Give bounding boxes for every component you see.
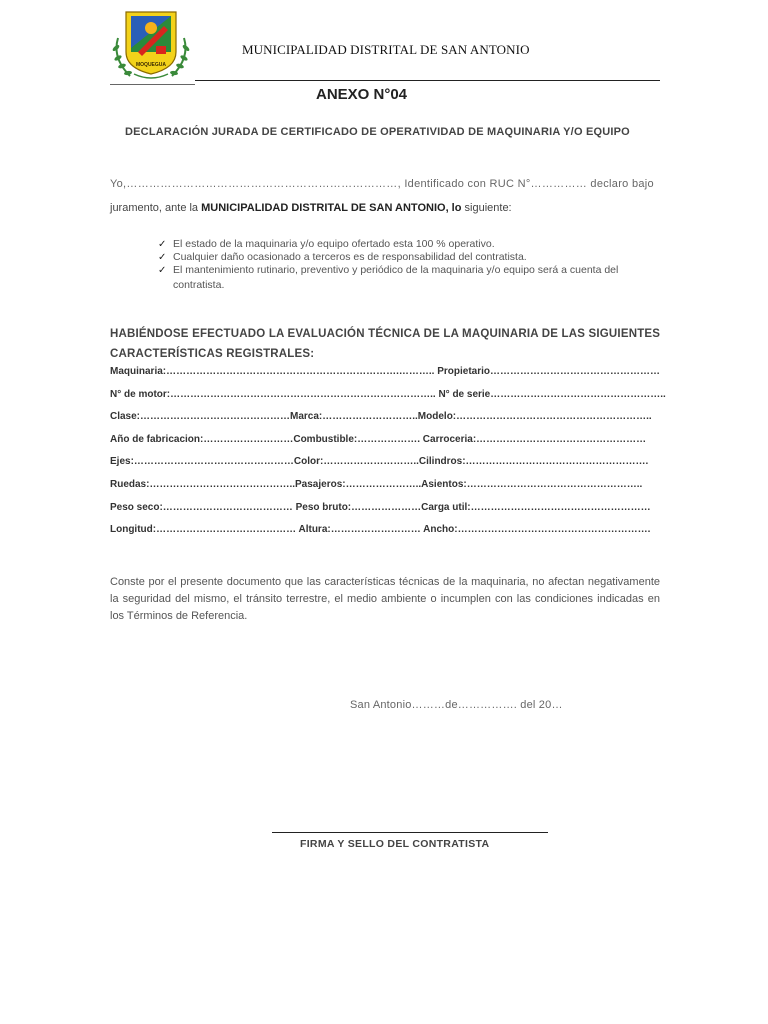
intro-line-2-bold: MUNICIPALIDAD DISTRITAL DE SAN ANTONIO, lo: [201, 202, 462, 214]
signature-line[interactable]: [272, 832, 548, 833]
checkmark-icon: ✓: [158, 265, 167, 276]
bullet-continuation: contratista.: [173, 279, 225, 291]
evaluation-heading: [110, 324, 670, 364]
bullet-item: [158, 264, 658, 277]
bullet-item: [158, 238, 658, 251]
field-row-longitud[interactable]: Longitud:…………………………………… Altura:……………………… Ancho:………………………………………………….: [110, 524, 651, 536]
bullet-text: El estado de la maquinaria y/o equipo ofertado esta 100 % operativo.: [173, 238, 495, 250]
bullet-text: El mantenimiento rutinario, preventivo y periódico de la maquinaria y/o equipo será a cuenta del: [173, 264, 619, 276]
field-row-maquinaria[interactable]: Maquinaria:…………………………………………………………….……….. Propietario……………………………………………: [110, 366, 661, 377]
machinery-fields: [110, 366, 670, 547]
intro-line-2-post: siguiente:: [461, 202, 512, 214]
field-row-fabricacion[interactable]: Año de fabricacion:………………………Combustible:………………. Carroceria:……………………………………………: [110, 433, 647, 445]
checkmark-icon: ✓: [158, 252, 167, 263]
bullet-item: [158, 251, 658, 264]
header-rule: [195, 80, 660, 81]
field-row-peso[interactable]: Peso seco:………………………………… Peso bruto:…………………Carga util:………………………………………………: [110, 501, 651, 513]
conste-paragraph: Conste por el presente documento que las características técnicas de la maquinaria, no afectan negativamente la seguridad del mismo, el tránsito terrestre, el medio ambiente o incumplen con las condiciones indicadas en los Términos de Referencia.: [110, 576, 660, 622]
municipal-shield-logo: [110, 8, 192, 84]
annex-number: ANEXO N°04: [316, 86, 408, 103]
checkmark-icon: ✓: [158, 239, 167, 250]
intro-line-1: Yo,………………………………………………………………, Identificado con RUC N°…………… declaro bajo: [110, 178, 654, 190]
evaluation-heading-line-1: HABIÉNDOSE EFECTUADO LA EVALUACIÓN TÉCNICA DE LA MAQUINARIA DE LAS SIGUIENTES: [110, 328, 661, 340]
logo-text-moquegua: MOQUEGUA: [136, 62, 166, 68]
evaluation-heading-line-2: CARACTERÍSTICAS REGISTRALES:: [110, 348, 315, 360]
bullet-text: Cualquier daño ocasionado a terceros es de responsabilidad del contratista.: [173, 251, 527, 263]
declaration-bullets: [158, 238, 658, 292]
intro-line-2: [110, 202, 660, 214]
intro-line-2-pre: juramento, ante la: [110, 202, 202, 214]
document-title: DECLARACIÓN JURADA DE CERTIFICADO DE OPERATIVIDAD DE MAQUINARIA Y/O EQUIPO: [125, 126, 630, 138]
field-row-clase[interactable]: Clase:………………………………………Marca:………………………..Modelo:…………………………………………………..: [110, 411, 652, 423]
municipality-header: MUNICIPALIDAD DISTRITAL DE SAN ANTONIO: [242, 42, 530, 57]
field-row-motor[interactable]: N° de motor:…………………………………………………………………….. N° de serie……………………………………………..: [110, 388, 666, 400]
field-row-ruedas[interactable]: Ruedas:……………………………………..Pasajeros:…………………..Asientos:……………………………………………..: [110, 478, 643, 490]
signature-label: FIRMA Y SELLO DEL CONTRATISTA: [300, 838, 490, 850]
date-line[interactable]: San Antonio………de……………. del 20…: [350, 699, 563, 711]
field-row-ejes[interactable]: Ejes:…………………………………………Color:………………………..Cilindros:……………………………………………….: [110, 456, 649, 468]
header-rule-left: [110, 84, 195, 85]
